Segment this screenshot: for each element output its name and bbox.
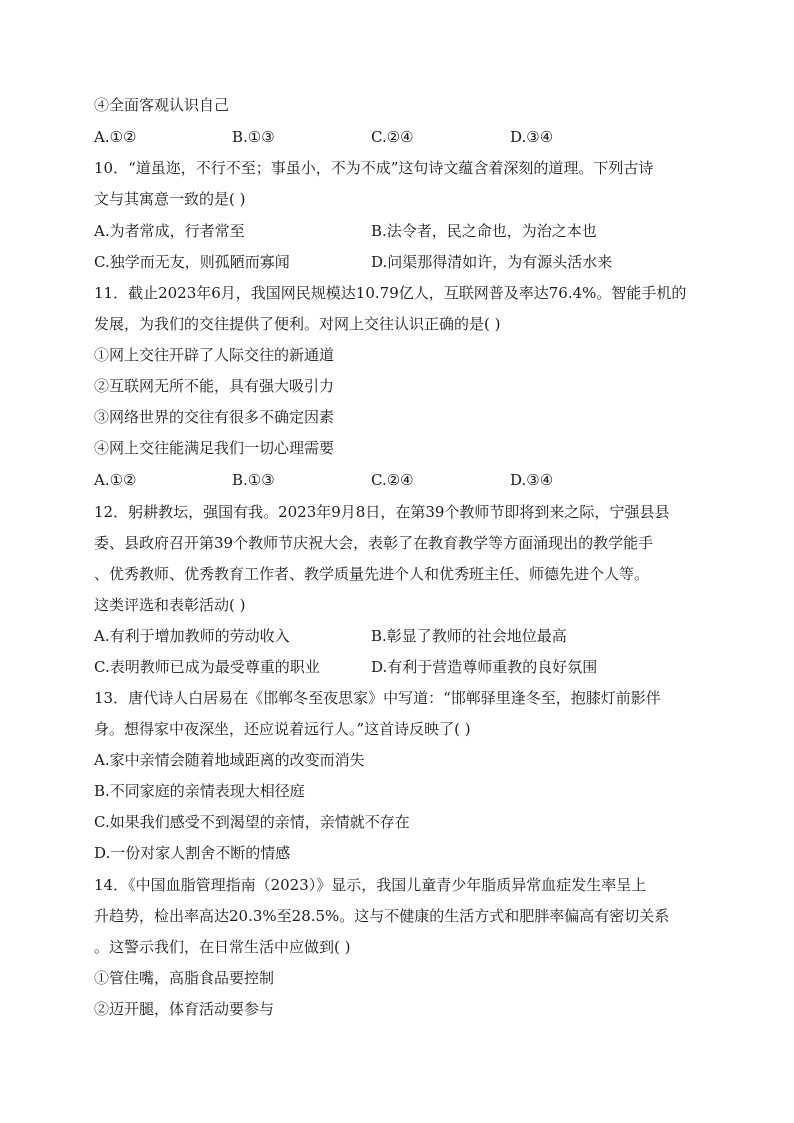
q11-option-b: B.①③ — [232, 471, 275, 489]
q13-option-c: C.如果我们感受不到渴望的亲情，亲情就不存在 — [94, 813, 410, 831]
q12-option-a: A.有利于增加教师的劳动收入 — [94, 627, 290, 645]
q12-option-d: D.有利于营造尊师重教的良好氛围 — [371, 658, 598, 676]
q9-item-4: ④全面客观认识自己 — [94, 96, 230, 114]
q9-option-a: A.①② — [94, 128, 137, 146]
q12-stem-line-1: 12．躬耕教坛，强国有我。2023年9月8日，在第39个教师节即将到来之际，宁强县县 — [94, 503, 670, 521]
q10-option-c: C.独学而无友，则孤陋而寡闻 — [94, 253, 290, 271]
q9-option-b: B.①③ — [232, 128, 275, 146]
q10-option-d: D.问渠那得清如许，为有源头活水来 — [371, 253, 613, 271]
q13-option-d: D.一份对家人割舍不断的情感 — [94, 844, 291, 862]
q12-stem-line-4: 这类评选和表彰活动( ) — [94, 596, 246, 614]
q11-option-c: C.②④ — [371, 471, 414, 489]
q11-stem-line-1: 11．截止2023年6月，我国网民规模达10.79亿人，互联网普及率达76.4%。智能手机的 — [94, 284, 687, 302]
q10-stem-line-2: 文与其寓意一致的是( ) — [94, 190, 246, 208]
q9-option-c: C.②④ — [371, 128, 414, 146]
q14-item-2: ②迈开腿，体育活动要参与 — [94, 1000, 275, 1018]
q11-option-a: A.①② — [94, 471, 137, 489]
q13-option-a: A.家中亲情会随着地域距离的改变而消失 — [94, 751, 365, 769]
q13-stem-line-1: 13．唐代诗人白居易在《邯郸冬至夜思家》中写道：“邯郸驿里逢冬至，抱膝灯前影伴 — [94, 689, 661, 707]
q10-option-b: B.法令者，民之命也，为治之本也 — [371, 222, 597, 240]
q14-stem-line-2: 升趋势，检出率高达20.3%至28.5%。这与不健康的生活方式和肥胖率偏高有密切关系 — [94, 907, 670, 925]
q12-option-b: B.彰显了教师的社会地位最高 — [371, 627, 567, 645]
q11-item-3: ③网络世界的交往有很多不确定因素 — [94, 408, 335, 426]
q14-stem-line-1: 14．《中国血脂管理指南（2023）》显示，我国儿童青少年脂质异常血症发生率呈上 — [94, 876, 647, 894]
q11-item-2: ②互联网无所不能，具有强大吸引力 — [94, 377, 335, 395]
q9-option-d: D.③④ — [510, 128, 554, 146]
q10-option-a: A.为者常成，行者常至 — [94, 222, 245, 240]
q12-option-c: C.表明教师已成为最受尊重的职业 — [94, 658, 320, 676]
q12-stem-line-3: 、优秀教师、优秀教育工作者、教学质量先进个人和优秀班主任、师德先进个人等。 — [94, 565, 650, 583]
q11-stem-line-2: 发展，为我们的交往提供了便利。对网上交往认识正确的是( ) — [94, 315, 501, 333]
q14-item-1: ①管住嘴，高脂食品要控制 — [94, 969, 275, 987]
q13-stem-line-2: 身。想得家中夜深坐，还应说着远行人。”这首诗反映了( ) — [94, 720, 471, 738]
q11-option-d: D.③④ — [510, 471, 554, 489]
q11-item-4: ④网上交往能满足我们一切心理需要 — [94, 439, 335, 457]
q10-stem-line-1: 10．“道虽迩，不行不至；事虽小，不为不成”这句诗文蕴含着深刻的道理。下列古诗 — [94, 159, 654, 177]
q12-stem-line-2: 委、县政府召开第39个教师节庆祝大会，表彰了在教育教学等方面涌现出的教学能手 — [94, 534, 654, 552]
q14-stem-line-3: 。这警示我们，在日常生活中应做到( ) — [94, 938, 351, 956]
q11-item-1: ①网上交往开辟了人际交往的新通道 — [94, 346, 335, 364]
q13-option-b: B.不同家庭的亲情表现大相径庭 — [94, 782, 305, 800]
